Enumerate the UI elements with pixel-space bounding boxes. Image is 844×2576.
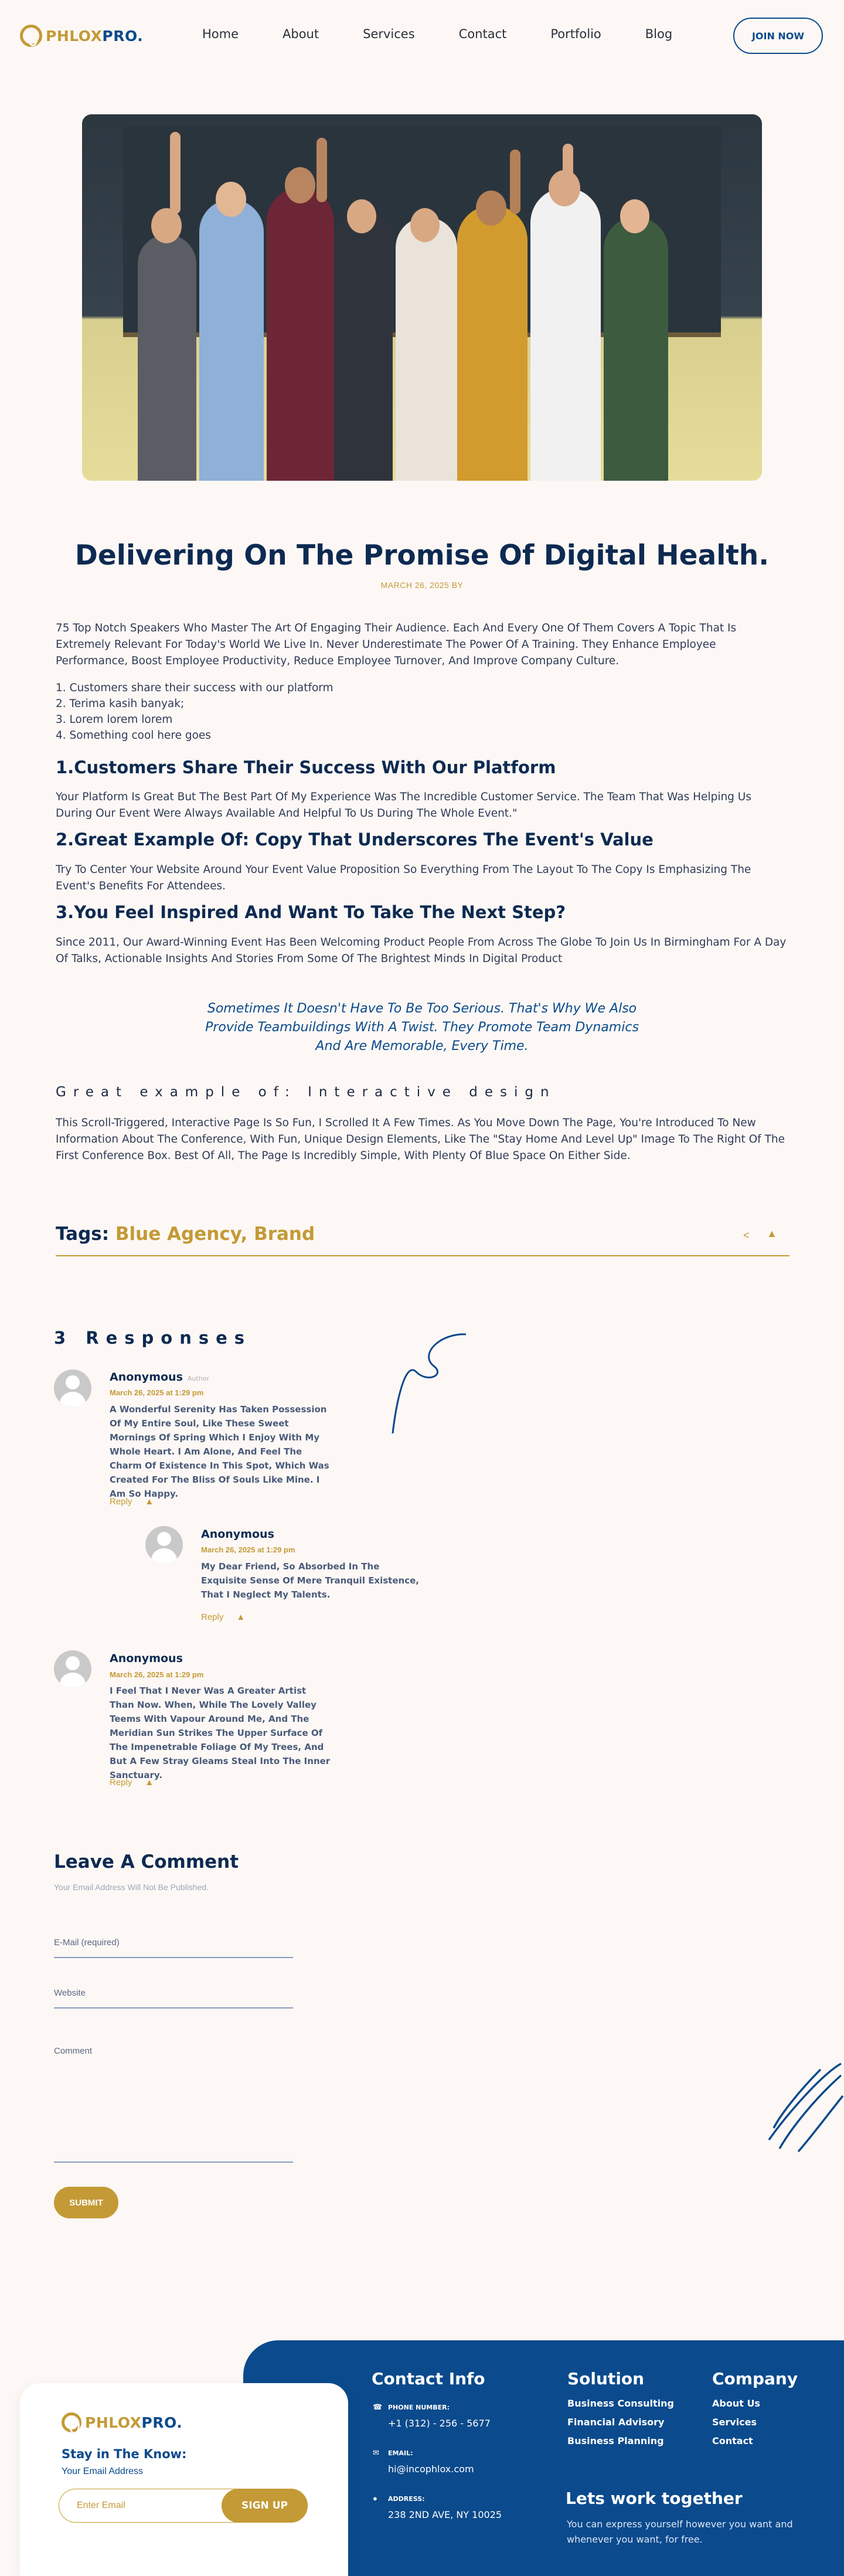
cta-text: You can express yourself however you want and whenever you want, for free. bbox=[567, 2519, 793, 2545]
article-intro: 75 Top Notch Speakers Who Master The Art Of Engaging Their Audience. Each And Every One Of Them Covers A Topic That Is Extremely Relevant For Today's World We Live In. Never Underestimate The Power Of A Training. They Enhance Employee Performance, Boost Employee Productivity, Reduce Employee Turnover, And Improve Company Culture. bbox=[56, 622, 737, 667]
list-item: 3. Lorem lorem lorem bbox=[56, 713, 173, 726]
comment-date: March 26, 2025 at 1:29 pm bbox=[110, 1388, 204, 1397]
comment-author: Anonymous bbox=[110, 1652, 183, 1665]
address-label: ADDRESS: bbox=[388, 2495, 425, 2503]
reply-button[interactable]: Reply ▲ bbox=[201, 1612, 246, 1622]
phone-number[interactable]: +1 (312) - 256 - 5677 bbox=[388, 2418, 491, 2429]
share-icon[interactable]: < bbox=[743, 1229, 750, 1241]
footer-link-business-planning[interactable]: Business Planning bbox=[567, 2435, 664, 2446]
brand-logo[interactable] bbox=[62, 2412, 182, 2432]
nav-portfolio[interactable]: Portfolio bbox=[550, 27, 601, 41]
contact-info-title: Contact Info bbox=[372, 2369, 485, 2388]
responses-heading: 3 Responses bbox=[54, 1328, 252, 1348]
author-badge: Author bbox=[187, 1375, 209, 1382]
website-field[interactable] bbox=[54, 2007, 293, 2009]
newsletter-subtitle: Your Email Address bbox=[62, 2466, 144, 2476]
phone-label: PHONE NUMBER: bbox=[388, 2404, 450, 2411]
brand-part1: PHLOX bbox=[85, 2414, 142, 2431]
nav-home[interactable]: Home bbox=[202, 27, 239, 41]
nav-contact[interactable]: Contact bbox=[458, 27, 507, 41]
brand-logo[interactable] bbox=[20, 25, 143, 47]
email-label: EMAIL: bbox=[388, 2449, 413, 2457]
email-icon: ✉ bbox=[373, 2448, 379, 2457]
tags-value[interactable]: Blue Agency, Brand bbox=[115, 1224, 315, 1245]
footer-link-financial-advisory[interactable]: Financial Advisory bbox=[567, 2417, 665, 2428]
submit-button[interactable]: SUBMIT bbox=[54, 2187, 118, 2218]
phone-icon: ☎ bbox=[373, 2402, 383, 2411]
tags-row bbox=[56, 1224, 315, 1245]
thumbs-up-icon[interactable]: ▲ bbox=[767, 1228, 777, 1239]
closing-paragraph: This Scroll-Triggered, Interactive Page Is So Fun, I Scrolled It A Few Times. As You Move Down The Page, You're Introduced To New Information About The Conference, With Fun, Unique Design Elements, Like The "Stay Home And Level Up" Image To The Right Of The First Conference Box. Best Of All, The Page Is Incredibly Simple, With Plenty Of Blue Space On Either Side. bbox=[56, 1117, 785, 1162]
avatar bbox=[54, 1650, 91, 1688]
leave-comment-subtitle: Your Email Address Will Not Be Published. bbox=[54, 1882, 209, 1892]
quote-line-1: Sometimes It Doesn't Have To Be Too Serious. That's Why We Also bbox=[207, 1001, 637, 1016]
section-2-title: 2.Great Example Of: Copy That Underscores The Event's Value bbox=[56, 830, 654, 849]
hero-image bbox=[82, 114, 762, 481]
email-address[interactable]: hi@incophlox.com bbox=[388, 2463, 474, 2475]
brand-part1: PHLOX bbox=[46, 27, 103, 45]
scribble-decoration-icon bbox=[762, 2052, 844, 2157]
quote-line-3: And Are Memorable, Every Time. bbox=[315, 1039, 529, 1053]
article-title: Delivering On The Promise Of Digital Health. bbox=[74, 539, 770, 572]
list-item: 2. Terima kasih banyak; bbox=[56, 698, 185, 710]
blockquote bbox=[0, 1000, 844, 1056]
reply-button[interactable]: Reply ▲ bbox=[110, 1778, 154, 1787]
address: 238 2ND AVE, NY 10025 bbox=[388, 2509, 502, 2520]
comment-text: My Dear Friend, So Absorbed In The Exquisite Sense Of Mere Tranquil Existence, That I Neglect My Talents. bbox=[201, 1561, 419, 1600]
reply-button[interactable]: Reply ▲ bbox=[110, 1497, 154, 1507]
website-field-label: Website bbox=[54, 1988, 86, 1998]
footer-link-about-us[interactable]: About Us bbox=[712, 2398, 760, 2409]
article-list bbox=[56, 680, 333, 743]
thumbs-up-icon[interactable]: ▲ bbox=[236, 1612, 246, 1622]
thumbs-up-icon[interactable]: ▲ bbox=[145, 1497, 154, 1507]
logo-ring-icon bbox=[62, 2412, 81, 2432]
comment-date: March 26, 2025 at 1:29 pm bbox=[201, 1545, 295, 1554]
quote-line-2: Provide Teambuildings With A Twist. They Promote Team Dynamics bbox=[205, 1020, 639, 1035]
sign-up-button[interactable]: SIGN UP bbox=[222, 2489, 308, 2523]
cta-title: Lets work together bbox=[566, 2489, 743, 2508]
squiggle-decoration-icon bbox=[387, 1331, 469, 1436]
tags-label: Tags: bbox=[56, 1224, 110, 1245]
comment-field-label: Comment bbox=[54, 2046, 93, 2056]
spaced-heading: Great example of: Interactive design bbox=[56, 1085, 556, 1100]
brand-part2: PRO. bbox=[141, 2414, 183, 2431]
logo-ring-icon bbox=[20, 25, 42, 47]
comment-field[interactable] bbox=[54, 2162, 293, 2163]
nav-about[interactable]: About bbox=[283, 27, 319, 41]
newsletter-title: Stay in The Know: bbox=[62, 2447, 187, 2461]
list-item: 1. Customers share their success with our platform bbox=[56, 682, 333, 694]
email-field[interactable] bbox=[54, 1957, 293, 1958]
email-field-label: E-Mail (required) bbox=[54, 1938, 120, 1948]
tags-divider bbox=[56, 1255, 789, 1256]
solution-title: Solution bbox=[567, 2369, 645, 2388]
section-1-text: Your Platform Is Great But The Best Part Of My Experience Was The Incredible Customer Service. The Team That Was Helping Us During Our Event Were Always Available And Helpful To Us During The Whole Event." bbox=[56, 791, 751, 820]
list-item: 4. Something cool here goes bbox=[56, 729, 211, 742]
avatar bbox=[54, 1369, 91, 1407]
article-meta: MARCH 26, 2025 BY bbox=[380, 580, 464, 590]
comment-author: Anonymous bbox=[201, 1528, 274, 1541]
section-3-title: 3.You Feel Inspired And Want To Take The Next Step? bbox=[56, 902, 566, 922]
brand-part2: PRO. bbox=[102, 27, 144, 45]
comment-author: Anonymous Author bbox=[110, 1371, 209, 1384]
footer-link-contact[interactable]: Contact bbox=[712, 2435, 753, 2446]
nav-blog[interactable]: Blog bbox=[645, 27, 673, 41]
comment-text: I Feel That I Never Was A Greater Artist Than Now. When, While The Lovely Valley Teems With Vapour Around Me, And The Meridian Sun Strikes The Upper Surface Of The Impenetrable Foliage Of My Trees, And But A Few Stray Gleams Steal Into The Inner Sanctuary. bbox=[110, 1685, 331, 1780]
newsletter-email-input[interactable]: Enter Email bbox=[59, 2489, 308, 2523]
nav-services[interactable]: Services bbox=[363, 27, 415, 41]
company-title: Company bbox=[712, 2369, 798, 2388]
comment-date: March 26, 2025 at 1:29 pm bbox=[110, 1670, 204, 1679]
comment-text: A Wonderful Serenity Has Taken Possession Of My Entire Soul, Like These Sweet Mornings Of Spring Which I Enjoy With My Whole Heart. I Am Alone, And Feel The Charm Of Existence In This Spot, Which Was Created For The Bliss Of Souls Like Mine. I Am So Happy. bbox=[110, 1404, 329, 1499]
section-1-title: 1.Customers Share Their Success With Our Platform bbox=[56, 757, 556, 777]
thumbs-up-icon[interactable]: ▲ bbox=[145, 1778, 154, 1787]
avatar bbox=[145, 1526, 183, 1564]
footer-link-services[interactable]: Services bbox=[712, 2417, 757, 2428]
main-nav bbox=[202, 27, 716, 41]
section-2-text: Try To Center Your Website Around Your Event Value Proposition So Everything From The Layout To The Copy Is Emphasizing The Event's Benefits For Attendees. bbox=[56, 864, 751, 892]
leave-comment-title: Leave A Comment bbox=[54, 1851, 239, 1872]
join-now-button[interactable]: JOIN NOW bbox=[733, 18, 823, 54]
footer-link-business-consulting[interactable]: Business Consulting bbox=[567, 2398, 674, 2409]
location-pin-icon: ● bbox=[373, 2494, 377, 2503]
section-3-text: Since 2011, Our Award-Winning Event Has Been Welcoming Product People From Across The Globe To Join Us In Birmingham For A Day Of Talks, Actionable Insights And Stories From Some Of The Brightest Minds In Digital Product bbox=[56, 936, 787, 965]
